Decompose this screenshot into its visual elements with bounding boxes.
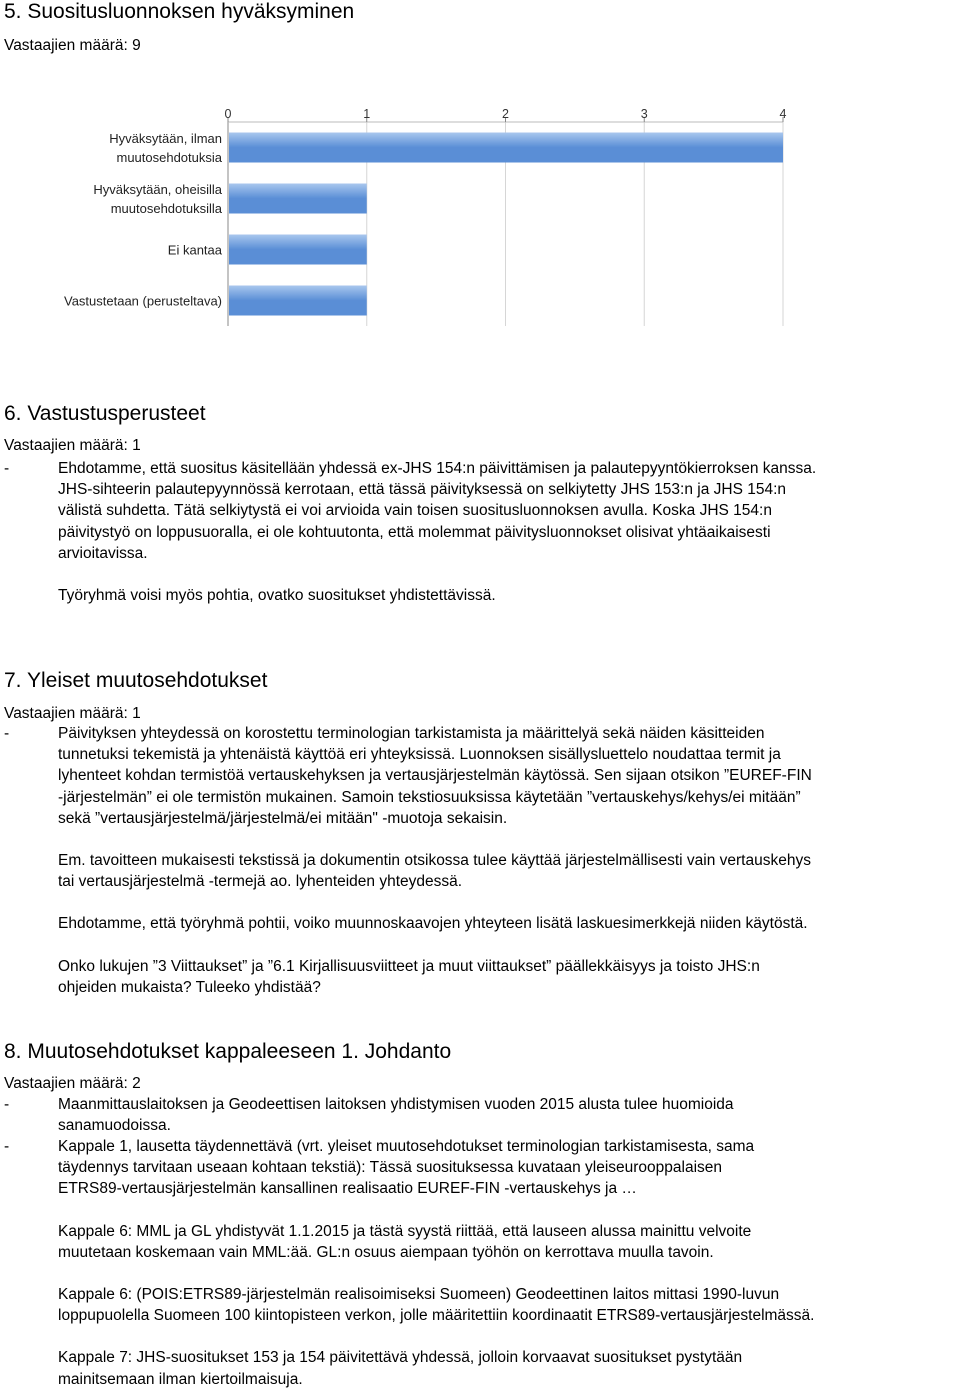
list-dash: -	[4, 460, 10, 477]
section-8-item-2	[4, 1136, 956, 1390]
section-8-count: Vastaajien määrä: 2	[4, 1075, 141, 1092]
paragraph: Em. tavoitteen mukaisesti tekstissä ja dokumentin otsikossa tulee käyttää järjestelmällisesti vain vertauskehys tai vertausjärjestelmä -termejä ao. lyhenteiden yhteydessä.	[58, 852, 811, 891]
tick-label: 1	[363, 107, 371, 121]
chart-bar	[229, 184, 367, 214]
category-label: Vastustetaan (perusteltava)	[63, 293, 222, 309]
category-label: Ei kantaa	[167, 242, 222, 258]
tick-label: 3	[640, 107, 648, 121]
paragraph: Kappale 7: JHS-suositukset 153 ja 154 päivitettävä yhdessä, jolloin korvaavat suositukset pystytään mainitsemaan ilman kiertoilmaisuja.	[58, 1349, 743, 1388]
list-dash: -	[4, 1138, 10, 1155]
paragraph: Maanmittauslaitoksen ja Geodeettisen laitoksen yhdistymisen vuoden 2015 alusta tulee huomioida sanamuodoissa.	[58, 1096, 734, 1135]
section-6-count: Vastaajien määrä: 1	[4, 437, 141, 454]
tick-label: 0	[224, 107, 232, 121]
section-7-title: 7. Yleiset muutosehdotukset	[4, 669, 268, 692]
paragraph: Ehdotamme, että työryhmä pohtii, voiko muunnoskaavojen yhteyteen lisätä laskuesimerkkejä niiden käytöstä.	[58, 915, 808, 933]
section-5-count: Vastaajien määrä: 9	[4, 37, 141, 54]
section-8-title: 8. Muutosehdotukset kappaleeseen 1. Johdanto	[4, 1040, 452, 1063]
section-7-item	[4, 723, 956, 998]
chart-bar	[229, 286, 367, 316]
paragraph: Kappale 1, lausetta täydennettävä (vrt. yleiset muutosehdotukset terminologian tarkistamisesta, sama täydennys tarvitaan useaan kohtaan tekstiä): Tässä suosituksessa kuvataan yleiseurooppalaisen ETRS89-vertausjärjestelmän kansallinen realisaatio EUREF-FIN -vertauskehys ja …	[58, 1138, 755, 1198]
paragraph: Kappale 6: MML ja GL yhdistyvät 1.1.2015 ja tästä syystä riittää, että lauseen alussa mainittu velvoite muutetaan koskemaan vain MML:ää. GL:n osuus aiempaan työhön on kerrottava muulla tavoin.	[58, 1222, 752, 1261]
paragraph: Päivityksen yhteydessä on korostettu terminologian tarkistamista ja määrittelyä sekä näiden käsitteiden tunnetuksi tekemistä ja yhtenäistä käyttöä eri yhteyksissä. Luonnoksen sisällysluettelo noudattaa termit ja lyhenteet kohdan termistöä vertauskehyksen ja vertausjärjestelmän käytössä. Sen sijaan otsikon ”EUREF-FIN -järjestelmän” ei ole termistön mukainen. Samoin tekstiosuuksissa käytetään ”vertauskehys/kehys/ei mitään” sekä ”vertausjärjestelmä/järjestelmä/ei mitään" -muotoja sekaisin.	[58, 725, 812, 827]
section-6-title: 6. Vastustusperusteet	[4, 402, 206, 425]
category-label: Hyväksytään, ilman muutosehdotuksia	[109, 131, 222, 165]
section-8-item-1	[4, 1094, 956, 1136]
paragraph: Onko lukujen ”3 Viittaukset” ja ”6.1 Kirjallisuusviitteet ja muut viittaukset” päällekkäisyys ja toisto JHS:n ohjeiden mukaista? Tuleeko yhdistää?	[58, 957, 760, 996]
section-6-item	[4, 458, 956, 606]
paragraph: Ehdotamme, että suositus käsitellään yhdessä ex-JHS 154:n päivittämisen ja palautepyyntökierroksen kanssa. JHS-sihteerin palautepyynnössä kerrotaan, että tässä päivityksessä on selkiytetty JHS 153:n ja JHS 154:n välistä suhdetta. Tätä selkiytystä ei voi arvioida vain toisen suositusluonnoksen avulla. Koska JHS 154:n päivitystyö on loppusuoralla, ei ole kohtuutonta, että molemmat päivitysluonnokset olisivat yhtäaikaisesti arvioitavissa.	[58, 460, 817, 562]
section-7-count: Vastaajien määrä: 1	[4, 705, 141, 722]
chart-bar	[229, 235, 367, 265]
approval-bar-chart	[0, 100, 960, 340]
category-label: Hyväksytään, oheisilla muutosehdotuksilla	[93, 182, 222, 216]
paragraph: Työryhmä voisi myös pohtia, ovatko suositukset yhdistettävissä.	[58, 587, 496, 605]
chart-bar	[229, 133, 783, 163]
list-dash: -	[4, 725, 10, 742]
chart-category-labels	[64, 131, 223, 309]
list-dash: -	[4, 1096, 10, 1113]
paragraph: Kappale 6: (POIS:ETRS89-järjestelmän realisoimiseksi Suomeen) Geodeettinen laitos mittasi 1990-luvun loppupuolella Suomeen 100 kiintopisteen verkon, jolle määritettiin koordinaatit ETRS89-vertausjärjestelmässä.	[58, 1286, 815, 1325]
section-5-title: 5. Suositusluonnoksen hyväksyminen	[4, 0, 355, 23]
tick-label: 2	[502, 107, 509, 121]
tick-label: 4	[779, 107, 787, 121]
chart-x-ticks	[225, 107, 787, 122]
